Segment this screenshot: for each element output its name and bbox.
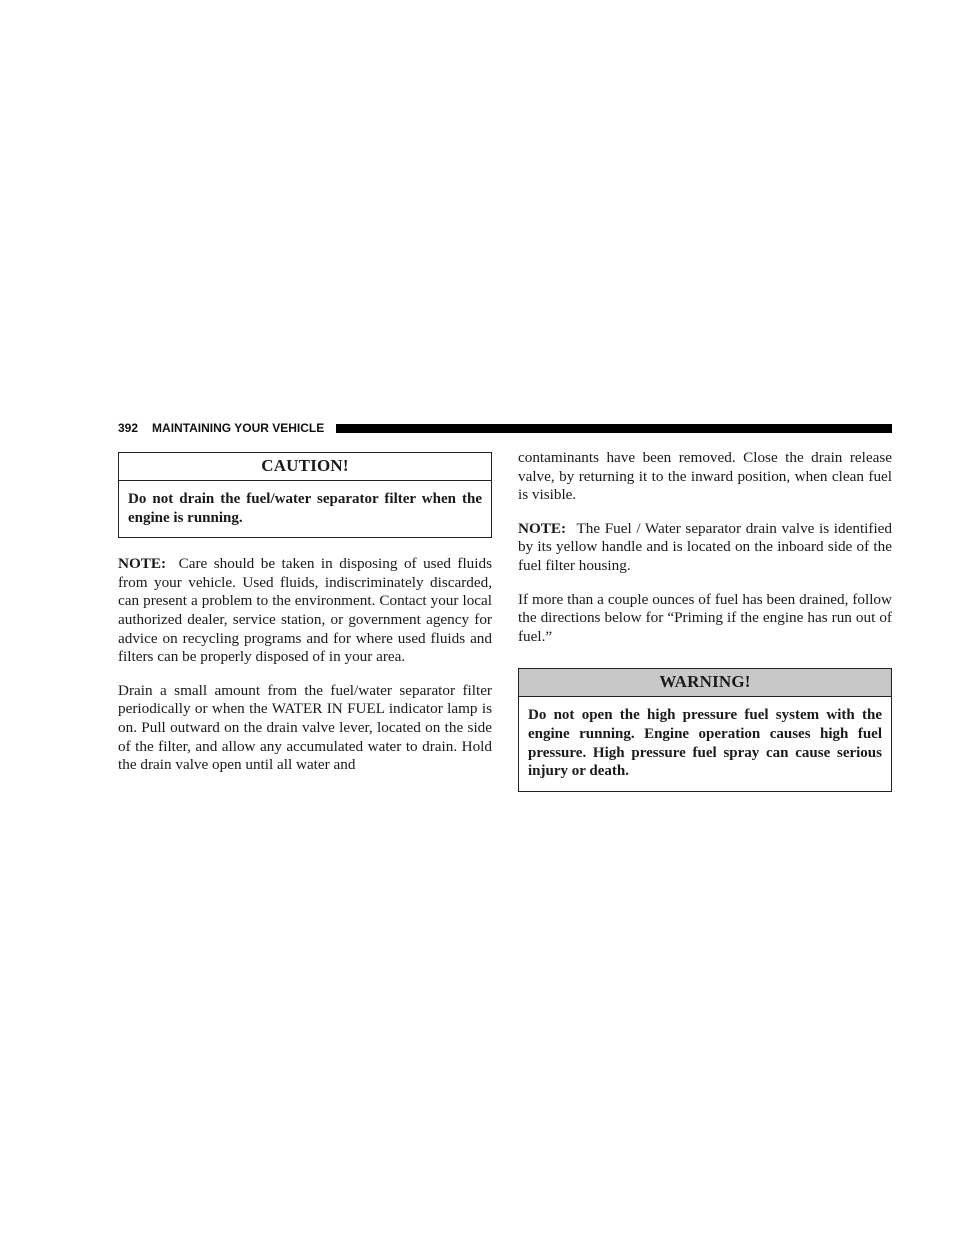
warning-body: Do not open the high pressure fuel system with the engine running. Engine operation causes high fuel pressure. High pressure fuel spray can cause serious injury or death. [528,707,882,780]
note-text: The Fuel / Water separator drain valve is identified by its yellow handle and is located on the inboard side of the fuel filter housing. [518,519,892,574]
note-label: NOTE: [518,519,567,537]
paragraph-priming: If more than a couple ounces of fuel has been drained, follow the directions below for “Priming if the engine has run out of fuel.” [518,590,892,645]
right-column [518,449,892,792]
note-text: Care should be taken in disposing of used fluids from your vehicle. Used fluids, indiscriminately discarded, can present a problem to the environment. Contact your local authorized dealer, service station, or government agency for advice on recycling programs and for where used fluids and filters can be properly disposed of in your area. [118,555,492,666]
caution-title: CAUTION! [119,453,491,481]
section-title: MAINTAINING YOUR VEHICLE [152,421,325,435]
note-drain-valve [518,520,892,576]
page-header [118,419,892,437]
left-column [118,452,492,775]
caution-box [118,452,492,538]
note-disposal [118,555,492,667]
note-label: NOTE: [118,555,167,573]
warning-title: WARNING! [519,669,891,697]
caution-body: Do not drain the fuel/water separator filter when the engine is running. [128,491,482,526]
paragraph-drain: Drain a small amount from the fuel/water separator filter periodically or when the WATER IN FUEL indicator lamp is on. Pull outward on the drain valve lever, located on the side of the filter, and allow any accumulated water to drain. Hold the drain valve open until all water and [118,681,492,774]
page-number: 392 [118,421,139,435]
paragraph-continued: contaminants have been removed. Close the drain release valve, by returning it to the inward position, when clean fuel is visible. [518,449,892,504]
warning-box [518,668,892,791]
header-rule [336,424,892,433]
